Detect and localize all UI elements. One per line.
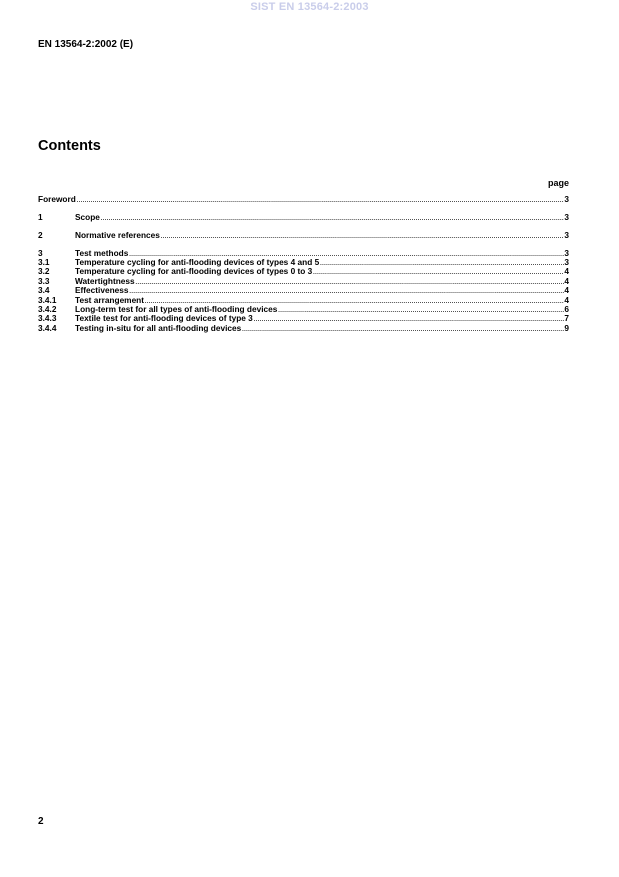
toc-entry-number: 3.4 bbox=[38, 286, 50, 296]
toc-entry-number: 3 bbox=[38, 248, 43, 258]
dot-leader bbox=[129, 249, 564, 258]
toc-entry-page: 3 bbox=[564, 230, 569, 240]
toc-entry-title: Testing in-situ for all anti-flooding devices bbox=[75, 323, 242, 333]
toc-entry-title: Watertightness bbox=[75, 276, 135, 286]
toc-entry-test-methods[interactable] bbox=[38, 249, 569, 258]
toc-entry-number: 3.4.3 bbox=[38, 314, 57, 324]
toc-entry-title: Normative references bbox=[75, 230, 160, 240]
dot-leader bbox=[278, 305, 564, 314]
page-number: 2 bbox=[38, 816, 44, 827]
toc-entry-number: 2 bbox=[38, 230, 43, 240]
dot-leader bbox=[242, 324, 564, 333]
toc-entry-page: 3 bbox=[564, 258, 569, 268]
toc-entry-number: 3.4.4 bbox=[38, 323, 57, 333]
toc-entry-3-2[interactable] bbox=[38, 267, 569, 276]
toc-entry-title: Long-term test for all types of anti-flooding devices bbox=[75, 305, 278, 315]
toc-entry-title: Effectiveness bbox=[75, 286, 129, 296]
dot-leader bbox=[100, 213, 563, 222]
toc-entry-number: 3.4.1 bbox=[38, 295, 57, 305]
toc-entry-title: Test methods bbox=[75, 248, 129, 258]
table-of-contents bbox=[38, 195, 569, 333]
toc-entry-3-4-4[interactable] bbox=[38, 324, 569, 333]
dot-leader bbox=[135, 277, 564, 286]
toc-entry-scope[interactable] bbox=[38, 213, 569, 222]
toc-entry-3-4-3[interactable] bbox=[38, 314, 569, 323]
dot-leader bbox=[253, 314, 564, 323]
toc-entry-page: 3 bbox=[564, 195, 569, 204]
toc-entry-page: 4 bbox=[564, 286, 569, 296]
toc-entry-3-3[interactable] bbox=[38, 277, 569, 286]
contents-heading: Contents bbox=[38, 138, 101, 154]
toc-entry-3-4-1[interactable] bbox=[38, 296, 569, 305]
toc-entry-page: 9 bbox=[564, 323, 569, 333]
dot-leader bbox=[313, 267, 564, 276]
toc-entry-number: 3.1 bbox=[38, 258, 50, 268]
dot-leader bbox=[129, 286, 564, 295]
dot-leader bbox=[145, 296, 564, 305]
toc-entry-page: 4 bbox=[564, 295, 569, 305]
toc-entry-page: 4 bbox=[564, 276, 569, 286]
toc-entry-title: Test arrangement bbox=[75, 295, 145, 305]
toc-entry-number: 1 bbox=[38, 212, 43, 222]
toc-entry-page: 6 bbox=[564, 305, 569, 315]
dot-leader bbox=[320, 258, 564, 267]
toc-entry-3-4-2[interactable] bbox=[38, 305, 569, 314]
toc-entry-title: Temperature cycling for anti-flooding devices of types 0 to 3 bbox=[75, 267, 313, 277]
toc-entry-3-1[interactable] bbox=[38, 258, 569, 267]
watermark: SIST EN 13564-2:2003 bbox=[250, 1, 369, 13]
toc-entry-number: 3.4.2 bbox=[38, 305, 57, 315]
page-column-label: page bbox=[547, 178, 569, 188]
toc-entry-number: 3.2 bbox=[38, 267, 50, 277]
toc-entry-title: Scope bbox=[75, 212, 100, 222]
dot-leader bbox=[160, 231, 564, 240]
dot-leader bbox=[76, 195, 564, 204]
toc-entry-page: 3 bbox=[564, 248, 569, 258]
toc-entry-number: 3.3 bbox=[38, 276, 50, 286]
document-id: EN 13564-2:2002 (E) bbox=[38, 39, 134, 50]
toc-entry-3-4[interactable] bbox=[38, 286, 569, 295]
toc-entry-page: 7 bbox=[564, 314, 569, 324]
toc-entry-title: Foreword bbox=[38, 195, 76, 204]
toc-entry-title: Textile test for anti-flooding devices of type 3 bbox=[75, 314, 253, 324]
toc-entry-title: Temperature cycling for anti-flooding devices of types 4 and 5 bbox=[75, 258, 320, 268]
toc-entry-foreword[interactable] bbox=[38, 195, 569, 204]
toc-entry-page: 3 bbox=[564, 212, 569, 222]
toc-entry-page: 4 bbox=[564, 267, 569, 277]
toc-entry-normative-references[interactable] bbox=[38, 231, 569, 240]
